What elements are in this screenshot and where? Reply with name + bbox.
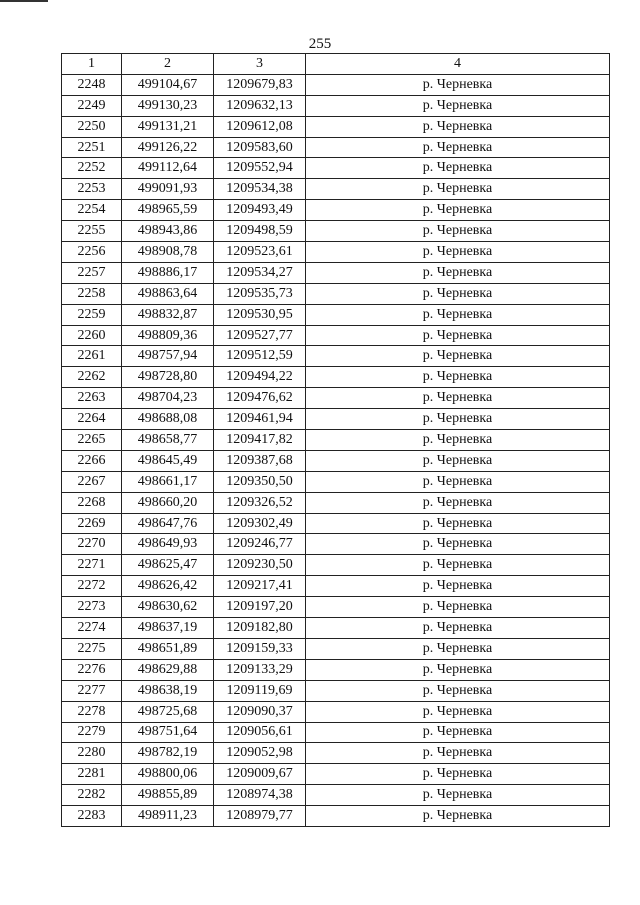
table-row	[62, 597, 610, 618]
description-cell: р. Черневка	[306, 471, 610, 492]
x-coordinate-cell: 498649,93	[122, 534, 214, 555]
x-coordinate-cell: 498751,64	[122, 722, 214, 743]
point-number-cell: 2271	[62, 555, 122, 576]
point-number-cell: 2254	[62, 200, 122, 221]
point-number-cell: 2265	[62, 430, 122, 451]
y-coordinate-cell: 1209530,95	[214, 304, 306, 325]
x-coordinate-cell: 498863,64	[122, 283, 214, 304]
y-coordinate-cell: 1209493,49	[214, 200, 306, 221]
x-coordinate-cell: 498626,42	[122, 576, 214, 597]
x-coordinate-cell: 498832,87	[122, 304, 214, 325]
x-coordinate-cell: 498757,94	[122, 346, 214, 367]
table-row	[62, 806, 610, 827]
y-coordinate-cell: 1209523,61	[214, 242, 306, 263]
y-coordinate-cell: 1209230,50	[214, 555, 306, 576]
point-number-cell: 2266	[62, 450, 122, 471]
x-coordinate-cell: 498651,89	[122, 638, 214, 659]
description-cell: р. Черневка	[306, 492, 610, 513]
description-cell: р. Черневка	[306, 534, 610, 555]
table-row	[62, 513, 610, 534]
description-cell: р. Черневка	[306, 200, 610, 221]
y-coordinate-cell: 1209534,38	[214, 179, 306, 200]
table-header-row	[62, 54, 610, 75]
table-row	[62, 388, 610, 409]
x-coordinate-cell: 498886,17	[122, 262, 214, 283]
table-row	[62, 325, 610, 346]
x-coordinate-cell: 499112,64	[122, 158, 214, 179]
point-number-cell: 2261	[62, 346, 122, 367]
description-cell: р. Черневка	[306, 638, 610, 659]
x-coordinate-cell: 498658,77	[122, 430, 214, 451]
point-number-cell: 2258	[62, 283, 122, 304]
y-coordinate-cell: 1209476,62	[214, 388, 306, 409]
coordinates-table	[61, 53, 610, 827]
y-coordinate-cell: 1209632,13	[214, 95, 306, 116]
point-number-cell: 2283	[62, 806, 122, 827]
point-number-cell: 2277	[62, 680, 122, 701]
description-cell: р. Черневка	[306, 95, 610, 116]
table-row	[62, 450, 610, 471]
table-body	[62, 74, 610, 826]
point-number-cell: 2260	[62, 325, 122, 346]
description-cell: р. Черневка	[306, 680, 610, 701]
x-coordinate-cell: 498908,78	[122, 242, 214, 263]
y-coordinate-cell: 1208974,38	[214, 785, 306, 806]
y-coordinate-cell: 1209159,33	[214, 638, 306, 659]
table-row	[62, 471, 610, 492]
page-number: 255	[308, 36, 332, 52]
x-coordinate-cell: 498725,68	[122, 701, 214, 722]
y-coordinate-cell: 1209612,08	[214, 116, 306, 137]
description-cell: р. Черневка	[306, 450, 610, 471]
description-cell: р. Черневка	[306, 221, 610, 242]
point-number-cell: 2269	[62, 513, 122, 534]
description-cell: р. Черневка	[306, 179, 610, 200]
y-coordinate-cell: 1209326,52	[214, 492, 306, 513]
table-row	[62, 262, 610, 283]
table-row	[62, 618, 610, 639]
y-coordinate-cell: 1209461,94	[214, 409, 306, 430]
point-number-cell: 2278	[62, 701, 122, 722]
description-cell: р. Черневка	[306, 430, 610, 451]
y-coordinate-cell: 1209535,73	[214, 283, 306, 304]
table-row	[62, 200, 610, 221]
table-row	[62, 116, 610, 137]
y-coordinate-cell: 1209119,69	[214, 680, 306, 701]
description-cell: р. Черневка	[306, 555, 610, 576]
table-row	[62, 346, 610, 367]
description-cell: р. Черневка	[306, 325, 610, 346]
y-coordinate-cell: 1209246,77	[214, 534, 306, 555]
y-coordinate-cell: 1209583,60	[214, 137, 306, 158]
description-cell: р. Черневка	[306, 346, 610, 367]
x-coordinate-cell: 498688,08	[122, 409, 214, 430]
table-row	[62, 764, 610, 785]
x-coordinate-cell: 498728,80	[122, 367, 214, 388]
description-cell: р. Черневка	[306, 242, 610, 263]
description-cell: р. Черневка	[306, 304, 610, 325]
description-cell: р. Черневка	[306, 283, 610, 304]
x-coordinate-cell: 498638,19	[122, 680, 214, 701]
point-number-cell: 2262	[62, 367, 122, 388]
description-cell: р. Черневка	[306, 367, 610, 388]
x-coordinate-cell: 498645,49	[122, 450, 214, 471]
x-coordinate-cell: 499091,93	[122, 179, 214, 200]
description-cell: р. Черневка	[306, 722, 610, 743]
y-coordinate-cell: 1209534,27	[214, 262, 306, 283]
point-number-cell: 2272	[62, 576, 122, 597]
table-row	[62, 430, 610, 451]
x-coordinate-cell: 498637,19	[122, 618, 214, 639]
table-row	[62, 638, 610, 659]
x-coordinate-cell: 498630,62	[122, 597, 214, 618]
point-number-cell: 2249	[62, 95, 122, 116]
y-coordinate-cell: 1209387,68	[214, 450, 306, 471]
description-cell: р. Черневка	[306, 659, 610, 680]
table-row	[62, 74, 610, 95]
y-coordinate-cell: 1209133,29	[214, 659, 306, 680]
point-number-cell: 2263	[62, 388, 122, 409]
y-coordinate-cell: 1209009,67	[214, 764, 306, 785]
x-coordinate-cell: 499104,67	[122, 74, 214, 95]
point-number-cell: 2274	[62, 618, 122, 639]
description-cell: р. Черневка	[306, 116, 610, 137]
point-number-cell: 2256	[62, 242, 122, 263]
y-coordinate-cell: 1208979,77	[214, 806, 306, 827]
column-header-2: 2	[122, 54, 214, 75]
column-header-1: 1	[62, 54, 122, 75]
point-number-cell: 2282	[62, 785, 122, 806]
table-row	[62, 680, 610, 701]
y-coordinate-cell: 1209494,22	[214, 367, 306, 388]
x-coordinate-cell: 499126,22	[122, 137, 214, 158]
description-cell: р. Черневка	[306, 764, 610, 785]
x-coordinate-cell: 498943,86	[122, 221, 214, 242]
y-coordinate-cell: 1209090,37	[214, 701, 306, 722]
y-coordinate-cell: 1209552,94	[214, 158, 306, 179]
point-number-cell: 2248	[62, 74, 122, 95]
table-row	[62, 95, 610, 116]
point-number-cell: 2275	[62, 638, 122, 659]
table-row	[62, 701, 610, 722]
table-row	[62, 492, 610, 513]
table-row	[62, 785, 610, 806]
x-coordinate-cell: 499131,21	[122, 116, 214, 137]
description-cell: р. Черневка	[306, 74, 610, 95]
scan-edge-mark	[0, 0, 48, 2]
x-coordinate-cell: 498809,36	[122, 325, 214, 346]
description-cell: р. Черневка	[306, 388, 610, 409]
description-cell: р. Черневка	[306, 743, 610, 764]
table-row	[62, 158, 610, 179]
point-number-cell: 2279	[62, 722, 122, 743]
column-header-3: 3	[214, 54, 306, 75]
table-row	[62, 534, 610, 555]
x-coordinate-cell: 498965,59	[122, 200, 214, 221]
column-header-4: 4	[306, 54, 610, 75]
table-row	[62, 137, 610, 158]
description-cell: р. Черневка	[306, 513, 610, 534]
point-number-cell: 2264	[62, 409, 122, 430]
x-coordinate-cell: 498647,76	[122, 513, 214, 534]
description-cell: р. Черневка	[306, 409, 610, 430]
x-coordinate-cell: 498660,20	[122, 492, 214, 513]
x-coordinate-cell: 498782,19	[122, 743, 214, 764]
y-coordinate-cell: 1209527,77	[214, 325, 306, 346]
point-number-cell: 2267	[62, 471, 122, 492]
point-number-cell: 2273	[62, 597, 122, 618]
description-cell: р. Черневка	[306, 262, 610, 283]
point-number-cell: 2280	[62, 743, 122, 764]
table-row	[62, 659, 610, 680]
point-number-cell: 2251	[62, 137, 122, 158]
description-cell: р. Черневка	[306, 158, 610, 179]
table-row	[62, 179, 610, 200]
point-number-cell: 2268	[62, 492, 122, 513]
x-coordinate-cell: 498661,17	[122, 471, 214, 492]
point-number-cell: 2281	[62, 764, 122, 785]
table-row	[62, 242, 610, 263]
y-coordinate-cell: 1209056,61	[214, 722, 306, 743]
point-number-cell: 2253	[62, 179, 122, 200]
table-row	[62, 576, 610, 597]
y-coordinate-cell: 1209350,50	[214, 471, 306, 492]
description-cell: р. Черневка	[306, 806, 610, 827]
table-row	[62, 555, 610, 576]
table-row	[62, 221, 610, 242]
table-row	[62, 409, 610, 430]
table-row	[62, 304, 610, 325]
point-number-cell: 2276	[62, 659, 122, 680]
y-coordinate-cell: 1209302,49	[214, 513, 306, 534]
y-coordinate-cell: 1209679,83	[214, 74, 306, 95]
x-coordinate-cell: 498800,06	[122, 764, 214, 785]
point-number-cell: 2250	[62, 116, 122, 137]
description-cell: р. Черневка	[306, 576, 610, 597]
y-coordinate-cell: 1209197,20	[214, 597, 306, 618]
table-row	[62, 743, 610, 764]
table-row	[62, 367, 610, 388]
y-coordinate-cell: 1209417,82	[214, 430, 306, 451]
x-coordinate-cell: 499130,23	[122, 95, 214, 116]
x-coordinate-cell: 498629,88	[122, 659, 214, 680]
point-number-cell: 2252	[62, 158, 122, 179]
point-number-cell: 2270	[62, 534, 122, 555]
point-number-cell: 2255	[62, 221, 122, 242]
point-number-cell: 2257	[62, 262, 122, 283]
description-cell: р. Черневка	[306, 137, 610, 158]
x-coordinate-cell: 498625,47	[122, 555, 214, 576]
x-coordinate-cell: 498855,89	[122, 785, 214, 806]
description-cell: р. Черневка	[306, 785, 610, 806]
x-coordinate-cell: 498911,23	[122, 806, 214, 827]
y-coordinate-cell: 1209498,59	[214, 221, 306, 242]
y-coordinate-cell: 1209052,98	[214, 743, 306, 764]
y-coordinate-cell: 1209182,80	[214, 618, 306, 639]
table-row	[62, 722, 610, 743]
description-cell: р. Черневка	[306, 701, 610, 722]
table-row	[62, 283, 610, 304]
point-number-cell: 2259	[62, 304, 122, 325]
description-cell: р. Черневка	[306, 618, 610, 639]
y-coordinate-cell: 1209217,41	[214, 576, 306, 597]
x-coordinate-cell: 498704,23	[122, 388, 214, 409]
description-cell: р. Черневка	[306, 597, 610, 618]
y-coordinate-cell: 1209512,59	[214, 346, 306, 367]
